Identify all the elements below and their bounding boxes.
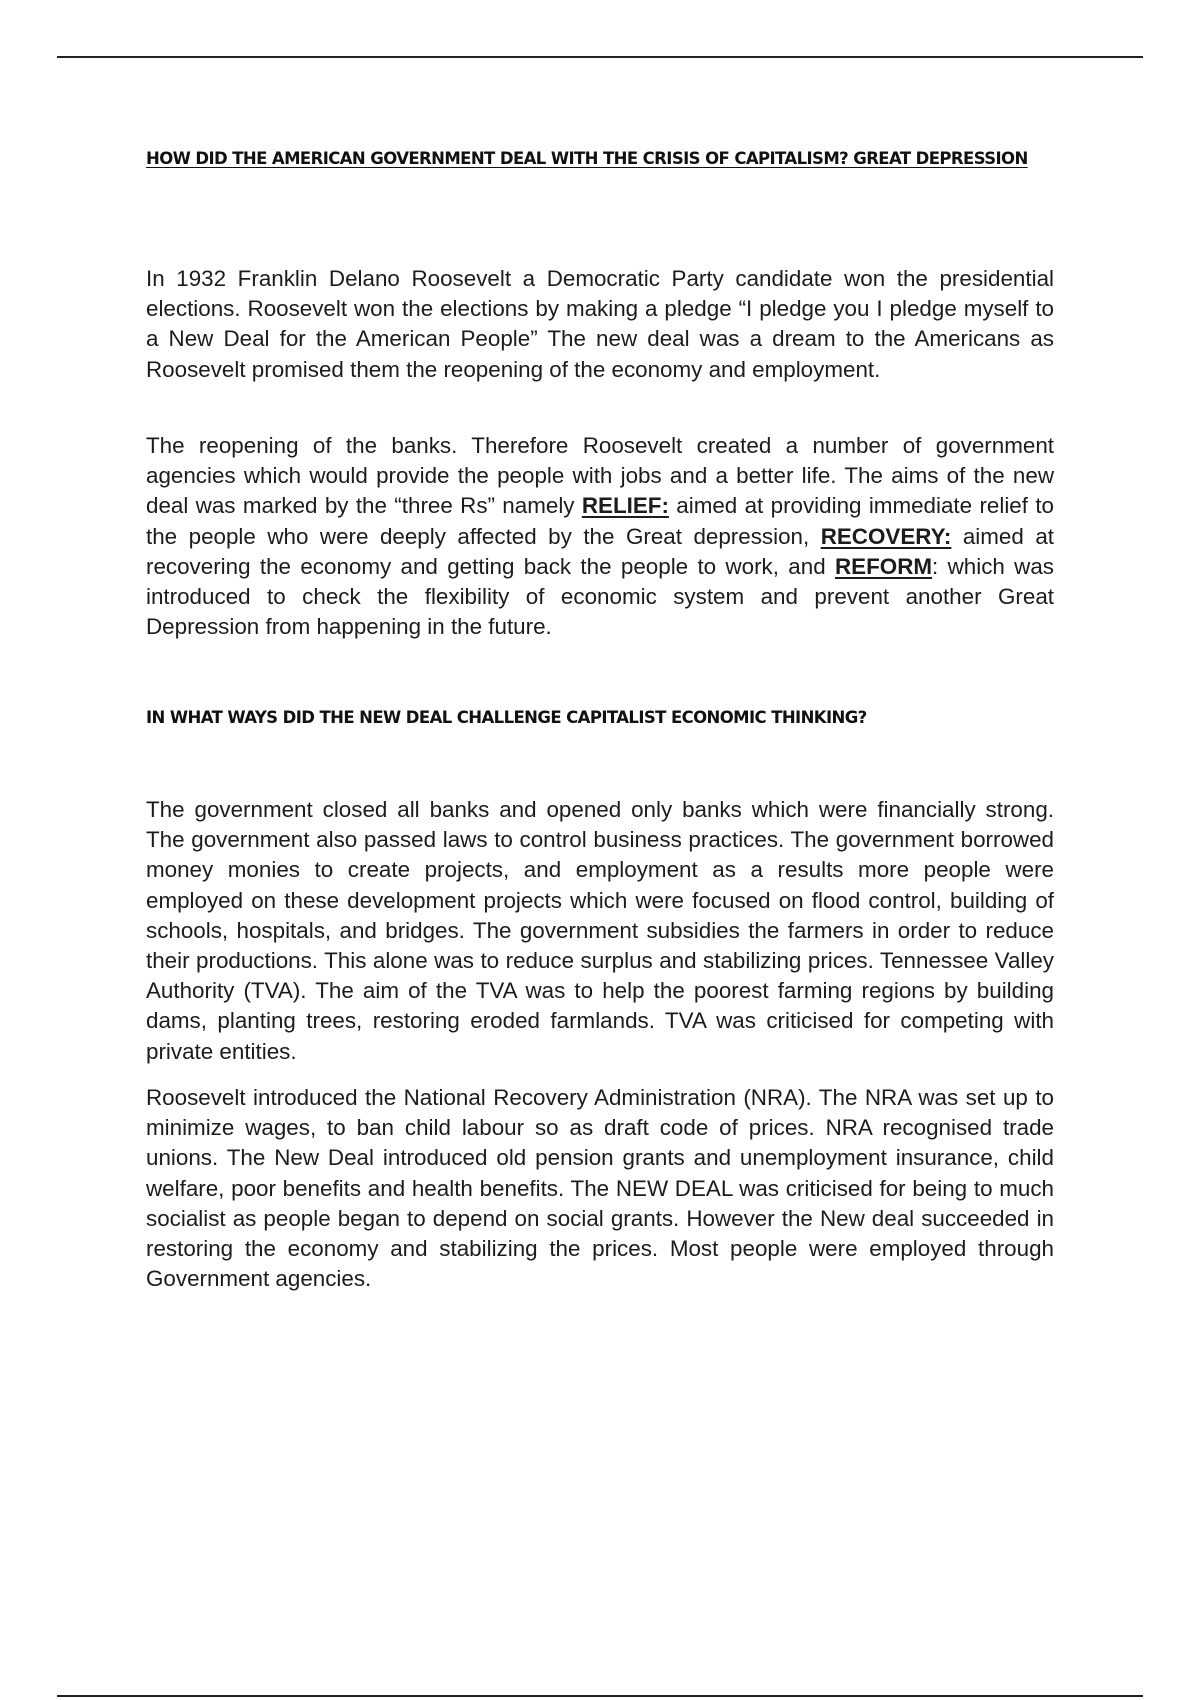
section-heading-text: HOW DID THE AMERICAN GOVERNMENT DEAL WITH THE CRISIS OF CAPITALISM? GREAT DEPRESSION [146,149,1028,168]
section-heading-great-depression [146,144,1054,174]
term-reform: REFORM [835,553,933,579]
paragraph-three-rs [146,431,1054,642]
header-rule [57,56,1143,58]
paragraph-text: : which was introduced to check the flexibility of economic system and prevent another Great Depression from happening in the future. [146,553,1055,640]
paragraph-government-measures: The government closed all banks and opened only banks which were financially strong. The government also passed laws to control business practices. The government borrowed money monies to create projects, and employment as a results more people were employed on these development projects which were focused on flood control, building of schools, hospitals, and bridges. The government subsidies the farmers in order to reduce their productions. This alone was to reduce surplus and stabilizing prices. Tennessee Valley Authority (TVA). The aim of the TVA was to help the poorest farming regions by building dams, planting trees, restoring eroded farmlands. TVA was criticised for competing with private entities. [146,797,1054,1064]
term-recovery: RECOVERY: [820,523,952,549]
paragraph-roosevelt-election: In 1932 Franklin Delano Roosevelt a Democratic Party candidate won the presidential elections. Roosevelt won the elections by making a pledge “I pledge you I pledge myself to a New Deal for the American People” The new deal was a dream to the Americans as Roosevelt promised them the reopening of the economy and employment. [146,266,1054,382]
paragraph-text: aimed at providing immediate relief to the people who were deeply affected by the Great depression, [146,493,1054,549]
paragraph-text: The reopening of the banks. Therefore Roosevelt created a number of government agencies which would provide the people with jobs and a better life. The aims of the new deal was marked by the “three Rs” namely [146,433,1054,519]
footer-rule [57,1695,1143,1697]
paragraph-text: aimed at recovering the economy and getting back the people to work, and [146,523,1054,579]
paragraph-nra: Roosevelt introduced the National Recovery Administration (NRA). The NRA was set up to minimize wages, to ban child labour so as draft code of prices. NRA recognised trade unions. The New Deal introduced old pension grants and unemployment insurance, child welfare, poor benefits and health benefits. The NEW DEAL was criticised for being to much socialist as people began to depend on social grants. However the New deal succeeded in restoring the economy and stabilizing the prices. Most people were employed through Government agencies. [146,1085,1054,1292]
section-heading-new-deal-challenge: IN WHAT WAYS DID THE NEW DEAL CHALLENGE CAPITALIST ECONOMIC THINKING? [146,708,867,727]
term-relief: RELIEF: [581,493,669,519]
